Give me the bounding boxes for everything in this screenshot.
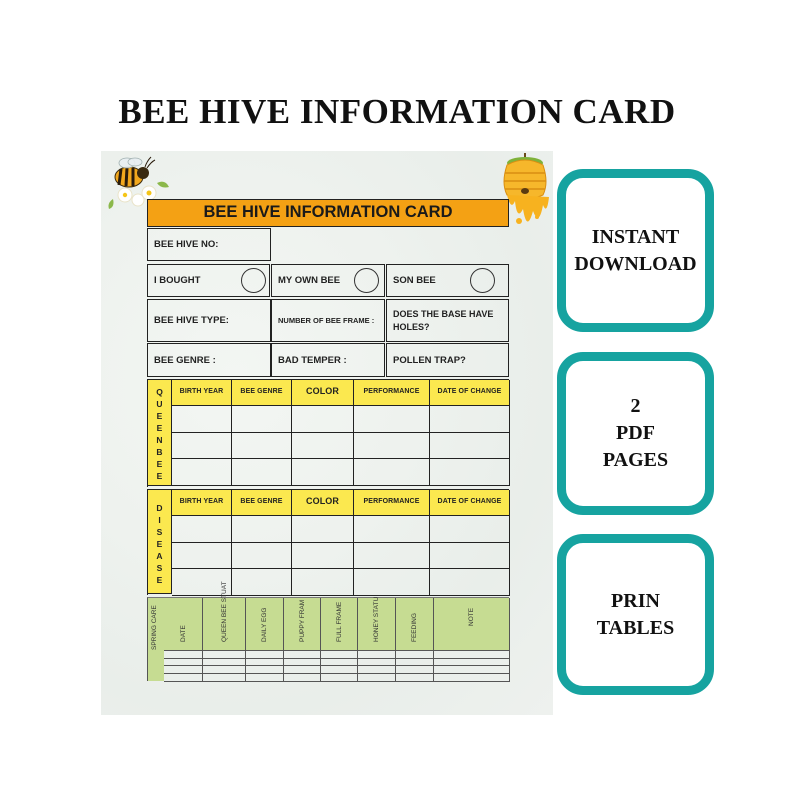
spring-care-col-label: FULL FRAME — [335, 601, 343, 642]
spring-care-side-label — [148, 598, 164, 681]
queen-bee-table-cell — [430, 406, 510, 433]
spring-care-col — [164, 598, 203, 681]
queen-col-performance — [354, 380, 430, 406]
disease-col-date-of-change — [430, 490, 510, 516]
spring-care-side-text: SPRING CARE — [151, 605, 158, 650]
spring-care-col — [321, 598, 358, 681]
disease-col-performance — [354, 490, 430, 516]
spring-care-col — [396, 598, 434, 681]
queen-bee-table-cell — [172, 406, 232, 433]
queen-col-color — [292, 380, 354, 406]
queen-col-date-of-change — [430, 380, 510, 406]
disease-table — [147, 489, 509, 595]
spring-care-row-line — [164, 681, 510, 682]
disease-col-color — [292, 490, 354, 516]
spring-care-col-label: FEEDING — [411, 613, 418, 642]
pdf-pages-badge — [557, 352, 714, 515]
disease-table-cell — [172, 543, 232, 570]
spring-care-col-label: NOTE — [468, 607, 475, 626]
queen-bee-table-cell — [430, 459, 510, 486]
instant-download-badge — [557, 169, 714, 332]
disease-col-birth-year — [172, 490, 232, 516]
spring-care-col-label: DAILY EGG — [261, 607, 268, 642]
spring-care-col — [434, 598, 510, 681]
bee-hive-no-field — [147, 228, 271, 261]
queen-bee-table-cell — [354, 433, 430, 460]
queen-bee-table-cell — [232, 433, 292, 460]
spring-care-row-line — [164, 673, 510, 674]
base-holes-field — [386, 299, 509, 342]
spring-care-col — [246, 598, 284, 681]
disease-table-cell — [292, 516, 354, 543]
disease-table-cell — [232, 543, 292, 570]
disease-table-cell — [430, 543, 510, 570]
card-header: BEE HIVE INFORMATION CARD — [147, 199, 509, 227]
disease-table-cell — [232, 516, 292, 543]
disease-col-date-of-change-label: DATE OF CHANGE — [437, 498, 502, 505]
spring-care-col — [284, 598, 321, 681]
page-title: BEE HIVE INFORMATION CARD — [118, 92, 676, 131]
info-card-preview — [101, 151, 553, 715]
bee-hive-no-label: BEE HIVE NO: — [154, 239, 219, 250]
bee-frame-count-label: NUMBER OF BEE FRAME : — [278, 316, 375, 325]
queen-bee-table-cell — [292, 406, 354, 433]
disease-table-cell — [354, 516, 430, 543]
disease-col-performance-label: PERFORMANCE — [363, 498, 420, 505]
printables-text: PRIN TABLES — [596, 589, 675, 639]
i-bought-checkbox — [241, 268, 266, 293]
spring-care-row-line — [164, 658, 510, 659]
spring-care-col-label: PUPPY FRAM — [298, 599, 306, 642]
spring-care-col-label: QUEEN BEE STUAT — [220, 581, 228, 642]
queen-bee-table-cell — [232, 459, 292, 486]
disease-table-cell — [172, 516, 232, 543]
son-bee-label: SON BEE — [393, 275, 436, 286]
queen-bee-side-label — [148, 380, 172, 486]
bee-genre-field — [147, 343, 271, 377]
queen-bee-table-cell — [292, 433, 354, 460]
disease-table-cell — [292, 569, 354, 596]
my-own-bee-field — [271, 264, 385, 297]
spring-care-col-label: DATE — [179, 625, 187, 642]
son-bee-field — [386, 264, 509, 297]
queen-bee-table-cell — [354, 406, 430, 433]
i-bought-field — [147, 264, 270, 297]
bee-genre-label: BEE GENRE : — [154, 354, 216, 366]
bee-hive-type-label: BEE HIVE TYPE: — [154, 315, 229, 326]
disease-side-text: D I S E A S E — [156, 503, 163, 585]
instant-download-text: INSTANT DOWNLOAD — [574, 225, 697, 275]
queen-col-color-label: COLOR — [306, 386, 339, 396]
pollen-trap-field — [386, 343, 509, 377]
pollen-trap-label: POLLEN TRAP? — [393, 354, 466, 366]
pdf-pages-text: 2 PDF PAGES — [602, 395, 669, 471]
queen-bee-table-cell — [292, 459, 354, 486]
i-bought-label: I BOUGHT — [154, 275, 201, 286]
queen-bee-table-cell — [172, 433, 232, 460]
queen-bee-table-cell — [354, 459, 430, 486]
queen-col-bee-genre-label: BEE GENRE — [240, 388, 283, 395]
spring-care-row-line — [164, 665, 510, 666]
queen-bee-table-cell — [232, 406, 292, 433]
queen-bee-side-text: Q U E E N B E E — [156, 387, 163, 481]
bee-frame-count-field — [271, 299, 385, 342]
disease-col-bee-genre — [232, 490, 292, 516]
base-holes-label: DOES THE BASE HAVE HOLES? — [393, 308, 494, 332]
disease-side-label — [148, 490, 172, 594]
queen-col-bee-genre — [232, 380, 292, 406]
disease-table-cell — [292, 543, 354, 570]
spring-care-col — [203, 581, 246, 681]
disease-table-cell — [354, 569, 430, 596]
disease-table-cell — [430, 516, 510, 543]
my-own-bee-label: MY OWN BEE — [278, 275, 341, 286]
queen-col-performance-label: PERFORMANCE — [363, 388, 420, 395]
queen-bee-table-cell — [430, 433, 510, 460]
son-bee-checkbox — [470, 268, 495, 293]
queen-bee-table-cell — [172, 459, 232, 486]
spring-care-col — [358, 598, 396, 681]
spring-care-table — [147, 581, 509, 681]
bee-hive-type-field — [147, 299, 271, 342]
bad-temper-label: BAD TEMPER : — [278, 354, 347, 366]
disease-table-cell — [232, 569, 292, 596]
printables-badge — [557, 534, 714, 695]
spring-care-row-line — [164, 650, 510, 651]
queen-col-birth-year — [172, 380, 232, 406]
disease-col-color-label: COLOR — [306, 496, 339, 506]
queen-col-birth-year-label: BIRTH YEAR — [179, 388, 224, 395]
bad-temper-field — [271, 343, 385, 377]
spring-care-col-label: HONEY STATU — [373, 596, 380, 642]
queen-col-date-of-change-label: DATE OF CHANGE — [437, 388, 502, 395]
disease-col-bee-genre-label: BEE GENRE — [240, 498, 283, 505]
disease-col-birth-year-label: BIRTH YEAR — [179, 498, 224, 505]
disease-table-cell — [354, 543, 430, 570]
queen-bee-table — [147, 379, 509, 487]
disease-table-cell — [430, 569, 510, 596]
my-own-bee-checkbox — [354, 268, 379, 293]
